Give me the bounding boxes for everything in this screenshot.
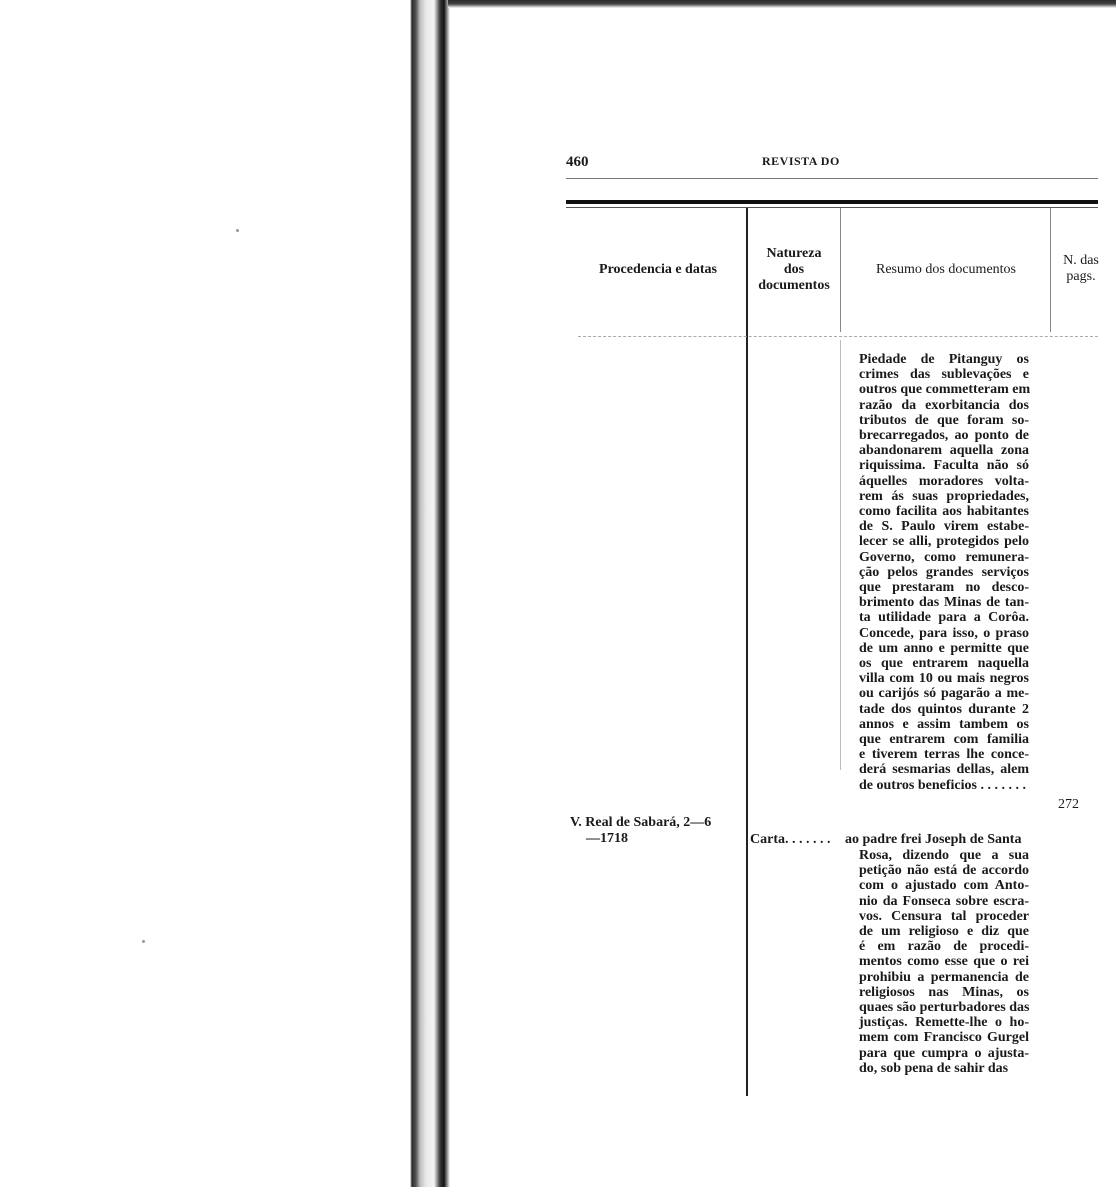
column-divider <box>840 340 841 770</box>
dust-speck <box>236 229 239 232</box>
column-header-procedencia: Procedencia e datas <box>599 262 717 277</box>
page-number: 460 <box>566 154 589 170</box>
column-header-pags: N. das pags. <box>1063 253 1099 284</box>
table-top-rule-thin <box>566 207 1098 208</box>
column-divider <box>746 208 748 1096</box>
header-divider <box>578 336 1098 337</box>
page-top-edge <box>448 0 1116 8</box>
entry-page-number: 272 <box>1058 797 1079 812</box>
column-header-resumo: Resumo dos documentos <box>876 262 1016 277</box>
book-binding <box>404 0 450 1187</box>
column-header-natureza: Natureza dos documentos <box>758 246 830 293</box>
entry-procedencia: V. Real de Sabará, 2—6 —1718 <box>570 815 712 846</box>
header-rule <box>566 178 1098 179</box>
entry-natureza: Carta. . . . . . . <box>750 832 831 847</box>
table-top-rule <box>566 200 1098 204</box>
column-divider <box>840 208 841 332</box>
entry-summary-first-line: ao padre frei Joseph de Santa <box>845 832 1022 847</box>
column-divider <box>1050 208 1051 332</box>
entry-summary: Piedade de Pitanguy os crimes das sublevações e outros que commetteram em razão da exorbitancia dos tributos de que foram so- brecarregados, ao ponto de abandonarem aquella zona riquissima. Faculta não só áquelles moradores volta- rem ás suas propriedades, como facilita aos habitantes de S. Paulo virem estabe- lecer se alli, protegidos pelo Governo, como remunera- ção pelos grandes serviços que prestaram no desco- brimento das Minas de tan- ta utilidade para a Corôa. Concede, para isso, o praso de um anno e permitte que os que entrarem naquella villa com 10 ou mais negros ou carijós só pagarão a me- tade dos quintos durante 2 annos e assim tambem os que entrarem com familia e tiverem terras lhe conce- derá sesmarias dellas, alem de outros beneficios . . . . . . . <box>859 352 1031 793</box>
dust-speck <box>142 940 145 943</box>
entry-summary: Rosa, dizendo que a sua petição não está de accordo com o ajustado com Anto- nio da Fonseca sobre escra- vos. Censura tal proceder de um religioso e diz que é em razão de procedi- mentos como esse que o rei prohibiu a permanencia de religiosos nas Minas, os quaes são perturbadores das justiças. Remette-lhe o ho- mem com Francisco Gurgel para que cumpra o ajusta- do, sob pena de sahir das <box>859 848 1030 1076</box>
running-head: REVISTA DO <box>762 154 840 168</box>
